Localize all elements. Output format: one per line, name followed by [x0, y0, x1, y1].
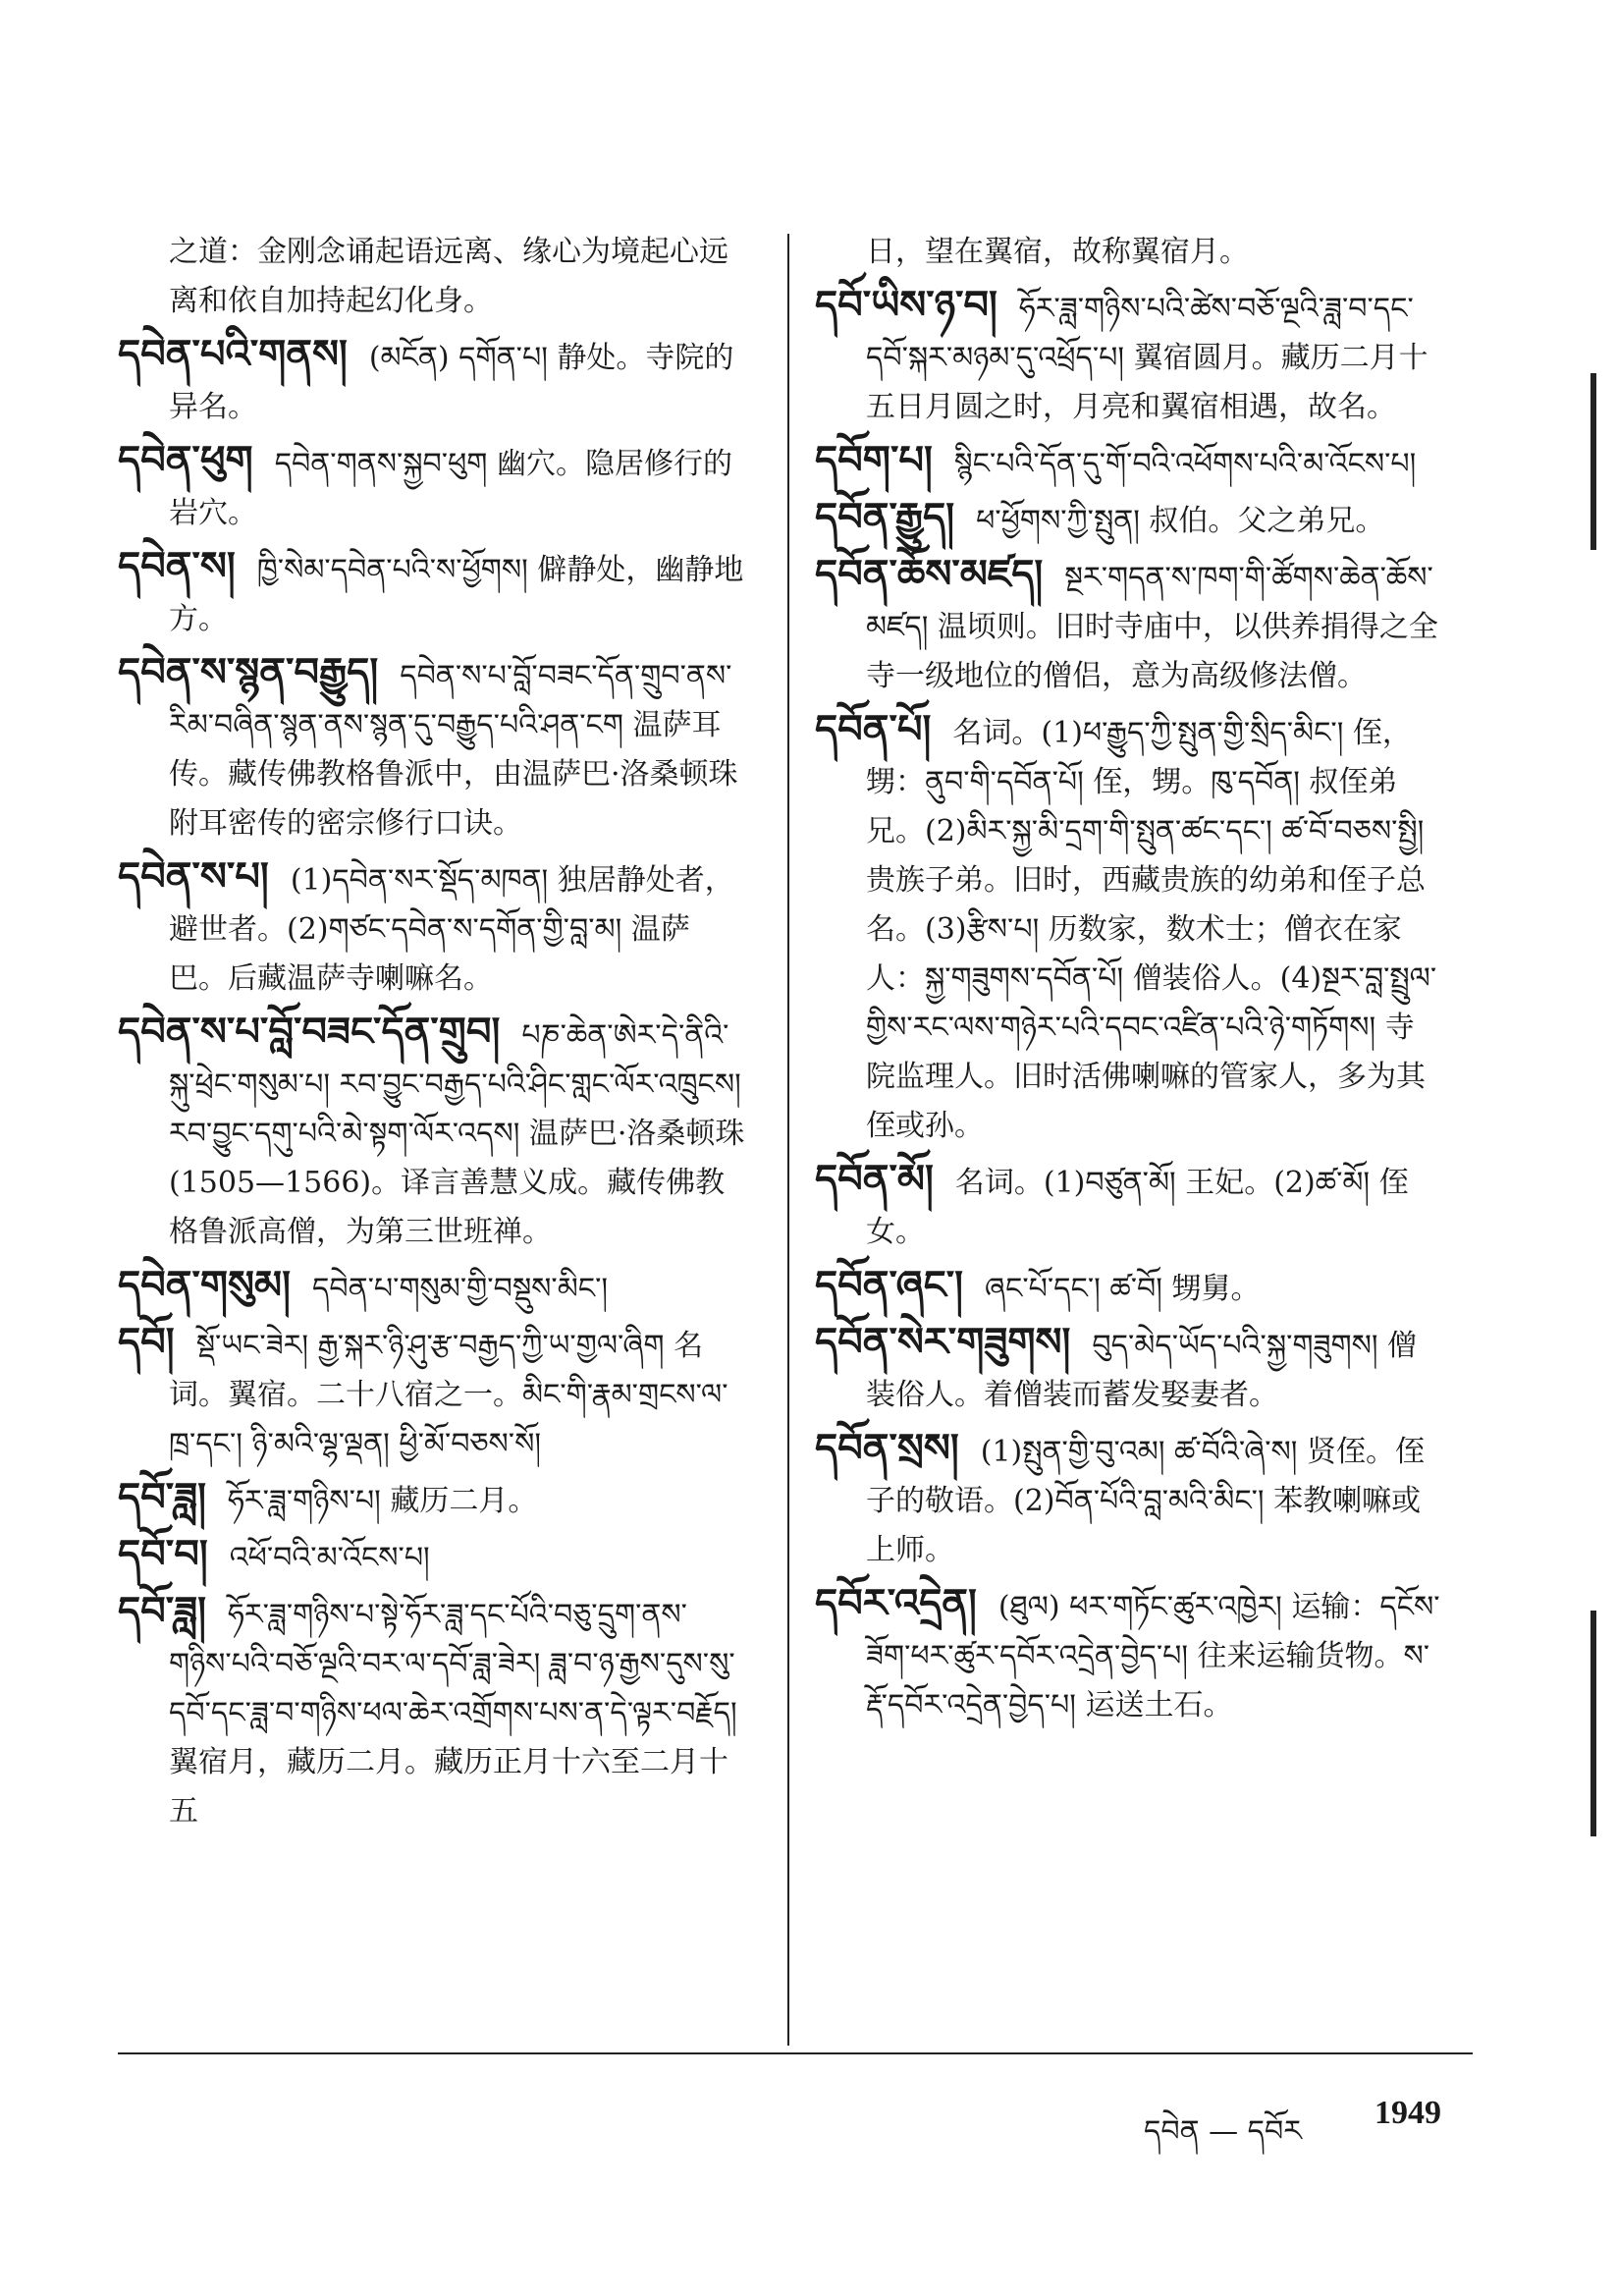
- entry-definition: (1)དབེན་སར་སྡོད་མཁན། 独居静处者，避世者。(2)གཙང་དབེན་ས་དགོན་གྱི་བླ་མ། 温萨巴。后藏温萨寺喇嘛名。: [169, 863, 734, 996]
- dictionary-entry: [118, 542, 746, 644]
- entry-headword: དབེན་པའི་གནས།: [118, 331, 348, 377]
- running-head: དབེན — དབོར: [1144, 2114, 1302, 2149]
- entry-headword: དབེན་ས་པ།: [118, 853, 269, 900]
- entry-headword: དབོན་ཞང་།: [815, 1262, 964, 1308]
- dictionary-entry: [815, 228, 1443, 277]
- dictionary-entry: [815, 705, 1443, 1151]
- footer-rule: [118, 2052, 1473, 2054]
- entry-definition: ཧོར་ཟླ་གཉིས་པ་སྟེ་ཧོར་ཟླ་དང་པོའི་བཅུ་དྲུག་ནས་གཉིས་པའི་བཅོ་ལྔའི་བར་ལ་དབོ་ཟླ་ཟེར། ཟླ་བ་ཉ་རྒྱས་དུས་སུ་དབོ་དང་ཟླ་བ་གཉིས་ཕལ་ཆེར་འགྲོགས་པས་ན་དེ་ལྟར་བརྗོད། 翼宿月，藏历二月。藏历正月十六至二月十五: [169, 1598, 737, 1829]
- entry-headword: དབོར་འདྲེན།: [815, 1580, 977, 1626]
- entry-definition: ཁྱི་སེམ་དབེན་པའི་ས་ཕྱོགས། 僻静处，幽静地方。: [169, 553, 744, 636]
- column-divider: [787, 234, 789, 2046]
- entry-definition: ཧོར་ཟླ་གཉིས་པའི་ཚེས་བཅོ་ལྔའི་ཟླ་བ་དང་དབོ་སྐར་མཉམ་དུ་འཕྲོད་པ། 翼宿圆月。藏历二月十五日月圆之时，月亮和翼宿相遇，故名。: [866, 292, 1428, 424]
- dictionary-entry: [118, 1530, 746, 1583]
- entry-headword: དབོ་ཟླ།: [118, 1588, 207, 1634]
- entry-definition: 名词。(1)བཙུན་མོ། 王妃。(2)ཚ་མོ། 侄女。: [866, 1166, 1409, 1249]
- dictionary-entry: [118, 1318, 746, 1469]
- entry-definition: བུད་མེད་ཡོད་པའི་སྐྱ་གཟུགས། 僧装俗人。着僧装而蓄发娶妻者。: [866, 1329, 1418, 1412]
- entry-headword: དབོ།: [118, 1319, 175, 1365]
- left-column: [118, 228, 746, 1840]
- entry-headword: དབེན་ས།: [118, 543, 236, 589]
- entry-headword: དབོ་ཡིས་ཉ་བ།: [815, 282, 997, 328]
- dictionary-entry: [118, 852, 746, 1004]
- dictionary-entry: [118, 330, 746, 432]
- page-number: 1949: [1374, 2095, 1441, 2131]
- dictionary-entry: [815, 493, 1443, 546]
- entry-definition: སྡོ་ཡང་ཟེར། རྒྱ་སྐར་ཉི་ཤུ་རྩ་བརྒྱད་ཀྱི་ཡ་གྱལ་ཞིག 名词。翼宿。二十八宿之一。མིང་གི་རྣམ་གྲངས་ལ་ཁྲ་དང་། ཉི་མའི་ལྷ་ལྡན། ཕྱི་མོ་བཅས་སོ།: [169, 1329, 728, 1461]
- dictionary-entry: [815, 1318, 1443, 1420]
- entry-definition: དབེན་ས་པ་བློ་བཟང་དོན་གྲུབ་ནས་རིམ་བཞིན་སྙན་ནས་སྙན་དུ་བརྒྱུད་པའི་ཤན་ངག 温萨耳传。藏传佛教格鲁派中，由温萨巴·洛桑顿珠附耳密传的密宗修行口诀。: [169, 659, 738, 841]
- entry-headword: དབེན་ས་སྙན་བརྒྱུད།: [118, 649, 379, 695]
- entry-headword: དབོན་མོ།: [815, 1156, 934, 1202]
- entry-definition: 日，望在翼宿，故称翼宿月。: [866, 235, 1249, 269]
- dictionary-entry: [815, 281, 1443, 432]
- edge-mark: [1590, 373, 1596, 550]
- dictionary-entry: [118, 1473, 746, 1526]
- right-column: [815, 228, 1443, 1734]
- entry-headword: དབོན་སྲས།: [815, 1425, 959, 1471]
- dictionary-entry: [815, 1261, 1443, 1314]
- entry-definition: 名词。(1)ཕ་རྒྱུད་ཀྱི་སྤུན་གྱི་སྲིད་མིང་། 侄，甥：ནུབ་གི་དབོན་པོ། 侄，甥。ཁུ་དབོན། 叔侄弟兄。(2)མིར་སྐྱ་མི་དྲག་གི་སྤུན་ཚང་དང་། ཚ་བོ་བཅས་སྤྱི། 贵族子弟。旧时，西藏贵族的幼弟和侄子总名。(3)རྩིས་པ། 历数家，数术士；僧衣在家人：སྐྱ་གཟུགས་དབོན་པོ། 僧装俗人。(4)སྔར་བླ་སྤྲུལ་གྱིས་རང་ལས་གཉེར་པའི་དབང་འཛིན་པའི་ཉེ་གཏོགས། 寺院监理人。旧时活佛喇嘛的管家人，多为其侄或孙。: [866, 716, 1437, 1143]
- entry-headword: དབོན་རྒྱུད།: [815, 494, 955, 540]
- entry-headword: དབེན་ས་པ་བློ་བཟང་དོན་གྲུབ།: [118, 1009, 501, 1055]
- dictionary-entry: [118, 1587, 746, 1836]
- dictionary-entry: [815, 436, 1443, 489]
- entry-definition: ཞང་པོ་དང་། ཚ་བོ། 甥舅。: [985, 1272, 1261, 1306]
- dictionary-entry: [815, 1424, 1443, 1575]
- dictionary-entry: [815, 1155, 1443, 1257]
- entry-definition: ཧོར་ཟླ་གཉིས་པ། 藏历二月。: [228, 1484, 538, 1518]
- dictionary-entry: [118, 1008, 746, 1257]
- entry-definition: པཎ་ཆེན་ཨེར་དེ་ནིའི་སྐུ་ཕྲེང་གསུམ་པ། རབ་བྱུང་བརྒྱད་པའི་ཤིང་གླང་ལོར་འཁྲུངས། རབ་བྱུང་དགུ་པའི་མེ་སྟག་ལོར་འདས། 温萨巴·洛桑顿珠(1505—1566)。译言善慧义成。藏传佛教格鲁派高僧，为第三世班禅。: [169, 1018, 745, 1249]
- entry-definition: (ཐུལ) ཕར་གཏོང་ཚུར་འཁྱེར། 运输：དངོས་ཟོག་ཕར་ཚུར་དབོར་འདྲེན་བྱེད་པ། 往来运输货物。ས་རྡོ་དབོར་འདྲེན་བྱེད་པ། 运送土石。: [866, 1590, 1440, 1722]
- entry-headword: དབེན་ཕུག: [118, 437, 253, 483]
- entry-definition: དབེན་གནས་སྐྱབ་ཕུག 幽穴。隐居修行的岩穴。: [169, 447, 732, 530]
- dictionary-entry: [815, 1579, 1443, 1730]
- entry-definition: ཕ་ཕྱོགས་ཀྱི་སྤུན། 叔伯。父之弟兄。: [976, 504, 1385, 538]
- entry-headword: དབེན་གསུམ།: [118, 1262, 291, 1308]
- dictionary-entry: [815, 550, 1443, 701]
- entry-headword: དབོན་ཆོས་མཛད།: [815, 551, 1044, 597]
- entry-headword: དབོ་བ།: [118, 1531, 208, 1577]
- entry-definition: འཕོ་བའི་མ་འོངས་པ།: [229, 1541, 430, 1575]
- dictionary-entry: [118, 228, 746, 326]
- entry-definition: སྙིང་པའི་དོན་དུ་གོ་བའི་འཕོགས་པའི་མ་འོངས་པ།: [953, 447, 1417, 481]
- entry-definition: (1)སྤུན་གྱི་བུ་འམ། ཚ་བོའི་ཞེ་ས། 贤侄。侄子的敬语。(2)བོན་པོའི་བླ་མའི་མིང་། 苯教喇嘛或上师。: [866, 1435, 1425, 1567]
- edge-mark: [1590, 1611, 1596, 1836]
- entry-definition: 之道：金刚念诵起语远离、缘心为境起心远离和依自加持起幻化身。: [169, 235, 728, 318]
- entry-headword: དབོན་སེར་གཟུགས།: [815, 1319, 1071, 1365]
- entry-headword: དབོག་པ།: [815, 437, 933, 483]
- dictionary-entry: [118, 1261, 746, 1314]
- dictionary-entry: [118, 648, 746, 848]
- entry-definition: (མངོན) དགོན་པ། 静处。寺院的异名。: [169, 341, 734, 424]
- entry-headword: དབོ་ཟླ།: [118, 1474, 207, 1520]
- entry-definition: སྔར་གདན་ས་ཁག་གི་ཚོགས་ཆེན་ཆོས་མཛད། 温顷则。旧时寺庙中，以供养捐得之全寺一级地位的僧侣，意为高级修法僧。: [866, 561, 1438, 693]
- entry-definition: དབེན་པ་གསུམ་གྱི་བསྡུས་མིང་།: [312, 1272, 609, 1306]
- entry-headword: དབོན་པོ།: [815, 706, 932, 752]
- dictionary-entry: [118, 436, 746, 538]
